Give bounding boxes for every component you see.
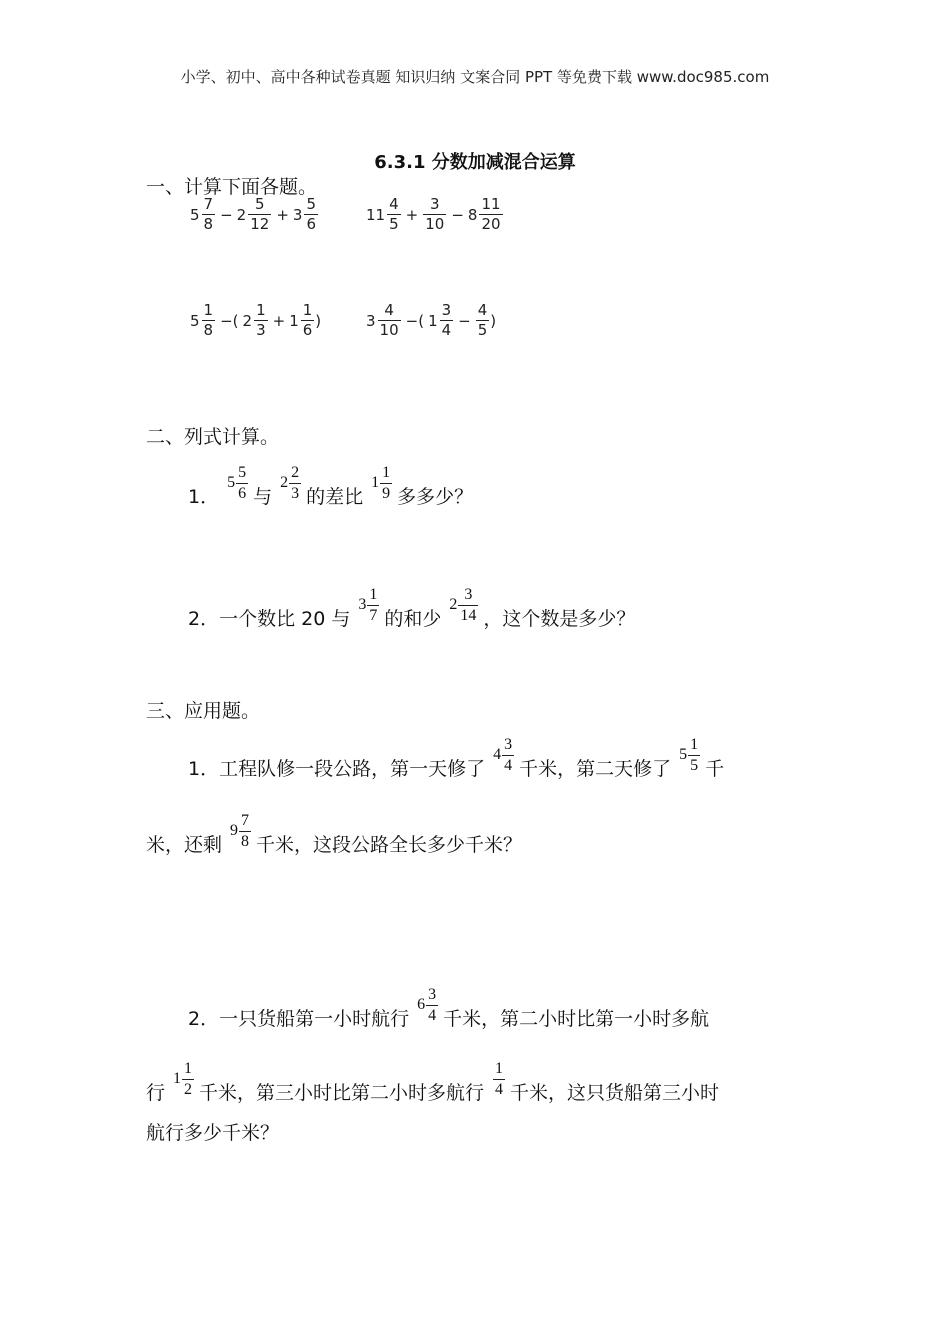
section3-heading: 三、应用题。 <box>146 700 261 722</box>
expression-3: 5 $\frac{1}{8}$ −( 2 $\frac{1}{3}$ + 1 $\frac{1}{6}$ ) <box>190 301 322 339</box>
section3-question-2-line2: 行 1 $\frac{1}{2}$ 千米，第三小时比第二小时多航行 $\frac{1}{4}$ 千米，这只货船第三小时 <box>146 1060 720 1104</box>
section2-question-2: 2． 一个数比 20 与 3 $\frac{1}{7}$ 的和少 2 $\frac{3}{14}$ ，这个数是多少？ <box>188 586 636 630</box>
section3-question-1-line2: 米，还剩 9 $\frac{7}{8}$ 千米，这段公路全长多少千米？ <box>146 812 523 856</box>
worksheet-title: 6.3.1 分数加减混合运算 <box>374 152 576 173</box>
expression-2: 11 $\frac{4}{5}$ + $\frac{3}{10}$ − 8 $\frac{11}{20}$ <box>366 195 501 233</box>
section3-question-2-line1: 2． 一只货船第一小时航行 6 $\frac{3}{4}$ 千米，第二小时比第一小时多航 <box>188 986 710 1030</box>
section2-heading: 二、列式计算。 <box>146 426 280 448</box>
page-header: 小学、初中、高中各种试卷真题 知识归纳 文案合同 PPT 等免费下载 www.doc985.com <box>180 68 770 86</box>
section1-heading: 一、计算下面各题。 <box>146 176 318 198</box>
expression-1: 5 $\frac{7}{8}$ − 2 $\frac{5}{12}$ + 3 $\frac{5}{6}$ <box>190 195 316 233</box>
expression-4: 3 $\frac{4}{10}$ −( 1 $\frac{3}{4}$ − $\frac{4}{5}$ ) <box>366 301 497 339</box>
section3-question-1-line1: 1． 工程队修一段公路，第一天修了 4 $\frac{3}{4}$ 千米，第二天修了 5 $\frac{1}{5}$ 千 <box>188 736 725 780</box>
section2-question-1: 1． 5 $\frac{5}{6}$ 与 2 $\frac{2}{3}$ 的差比 1 $\frac{1}{9}$ 多多少？ <box>188 464 474 508</box>
section3-question-2-line3: 航行多少千米？ <box>146 1122 280 1144</box>
